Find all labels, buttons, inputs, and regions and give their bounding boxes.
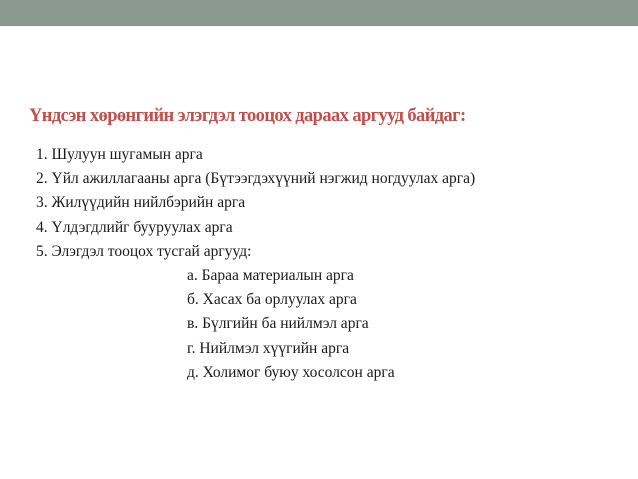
special-method-item: г. Нийлмэл хүүгийн арга (187, 339, 350, 357)
special-method-item: а. Бараа материалын арга (187, 267, 354, 284)
top-accent-bar (0, 0, 638, 26)
special-method-list (187, 264, 395, 385)
method-item: 1. Шулуун шугамын арга (36, 146, 203, 163)
special-method-item: б. Хасах ба орлуулах арга (187, 291, 357, 309)
special-method-item: д. Холимог буюу хосолсон арга (187, 363, 395, 381)
method-list (36, 143, 475, 264)
method-item: 3. Жилүүдийн нийлбэрийн арга (36, 194, 246, 212)
method-item: 4. Үлдэгдлийг бууруулах арга (36, 218, 233, 236)
method-item: 2. Үйл ажиллагааны арга (Бүтээгдэхүүний нэгжид ногдуулах арга) (36, 170, 476, 188)
special-method-item: в. Бүлгийн ба нийлмэл арга (187, 315, 369, 333)
slide-heading: Үндсэн хөрөнгийн элэгдэл тооцох дараах аргууд байдаг: (29, 106, 466, 126)
method-item: 5. Элэгдэл тооцох тусгай аргууд: (36, 242, 252, 260)
